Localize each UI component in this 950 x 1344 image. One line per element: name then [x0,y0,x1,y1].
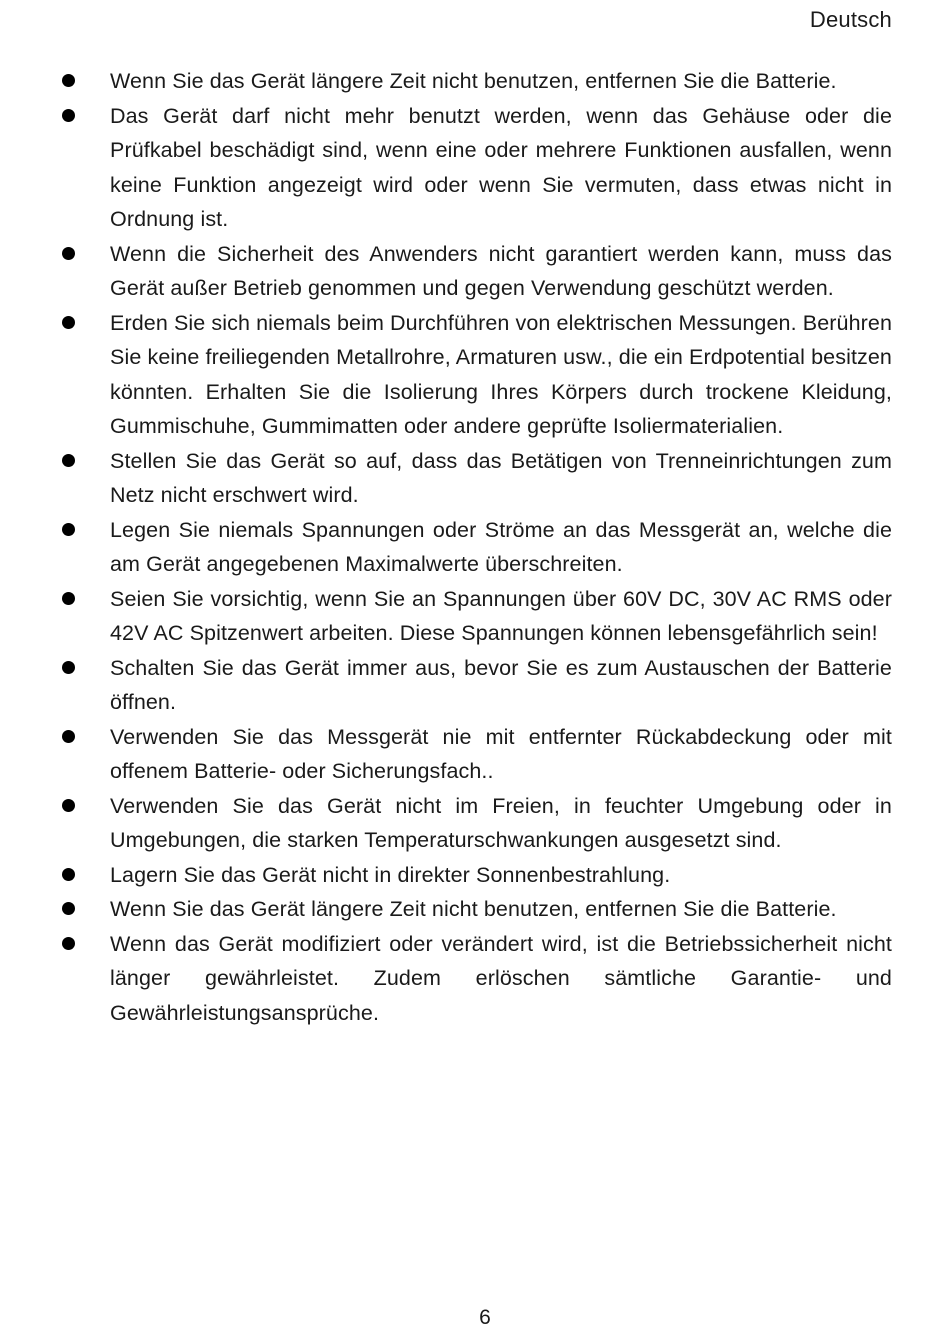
page-number: 6 [479,1306,491,1329]
bullet-icon [62,937,75,950]
bullet-icon [62,109,75,122]
list-item-text: Verwenden Sie das Gerät nicht im Freien, in feuchter Umgebung oder in Umgebungen, die starken Temperaturschwankungen ausgesetzt sind. [110,793,892,852]
bullet-icon [62,868,75,881]
list-item [58,444,892,513]
list-item [58,306,892,444]
list-item [58,582,892,651]
list-item-text: Wenn die Sicherheit des Anwenders nicht garantiert werden kann, muss das Gerät außer Betrieb genommen und gegen Verwendung geschützt werden. [110,241,892,300]
list-item-text: Erden Sie sich niemals beim Durchführen von elektrischen Messungen. Berühren Sie keine freiliegenden Metallrohre, Armaturen usw., die ein Erdpotential besitzen könnten. Erhalten Sie die Isolierung Ihres Körpers durch trockene Kleidung, Gummischuhe, Gummimatten oder andere geprüfte Isoliermaterialien. [110,310,892,438]
list-item-text: Stellen Sie das Gerät so auf, dass das Betätigen von Trenneinrichtungen zum Netz nicht erschwert wird. [110,448,892,507]
bullet-icon [62,799,75,812]
header-language-label: Deutsch [809,7,892,32]
list-item [58,789,892,858]
list-item [58,513,892,582]
list-item-text: Wenn das Gerät modifiziert oder verändert wird, ist die Betriebssicherheit nicht länger gewährleistet. Zudem erlöschen sämtliche Garantie- und Gewährleistungsansprüche. [110,931,892,1025]
safety-instructions-list [58,64,892,1030]
bullet-icon [62,730,75,743]
list-item-text: Legen Sie niemals Spannungen oder Ströme an das Messgerät an, welche die am Gerät angegebenen Maximalwerte überschreiten. [110,517,892,576]
list-item-text: Seien Sie vorsichtig, wenn Sie an Spannungen über 60V DC, 30V AC RMS oder 42V AC Spitzenwert arbeiten. Diese Spannungen können lebensgefährlich sein! [110,586,892,645]
list-item-text: Das Gerät darf nicht mehr benutzt werden, wenn das Gehäuse oder die Prüfkabel beschädigt sind, wenn eine oder mehrere Funktionen ausfallen, wenn keine Funktion angezeigt wird oder wenn Sie vermuten, dass etwas nicht in Ordnung ist. [110,103,892,231]
list-item [58,892,892,927]
list-item [58,237,892,306]
bullet-icon [62,454,75,467]
bullet-icon [62,523,75,536]
list-item [58,651,892,720]
list-item [58,99,892,237]
list-item [58,927,892,1031]
list-item-text: Lagern Sie das Gerät nicht in direkter Sonnenbestrahlung. [110,862,671,887]
list-item-text: Wenn Sie das Gerät längere Zeit nicht benutzen, entfernen Sie die Batterie. [110,897,837,921]
list-item [58,64,892,99]
list-item-text: Schalten Sie das Gerät immer aus, bevor Sie es zum Austauschen der Batterie öffnen. [110,655,892,714]
list-item-text: Wenn Sie das Gerät längere Zeit nicht benutzen, entfernen Sie die Batterie. [110,69,837,93]
bullet-icon [62,902,75,915]
bullet-icon [62,661,75,674]
list-item [58,720,892,789]
list-item [58,858,892,893]
bullet-icon [62,316,75,329]
bullet-icon [62,592,75,605]
list-item-text: Verwenden Sie das Messgerät nie mit entfernter Rückabdeckung oder mit offenem Batterie- oder Sicherungsfach.. [110,724,892,783]
bullet-icon [62,247,75,260]
bullet-icon [62,74,75,87]
